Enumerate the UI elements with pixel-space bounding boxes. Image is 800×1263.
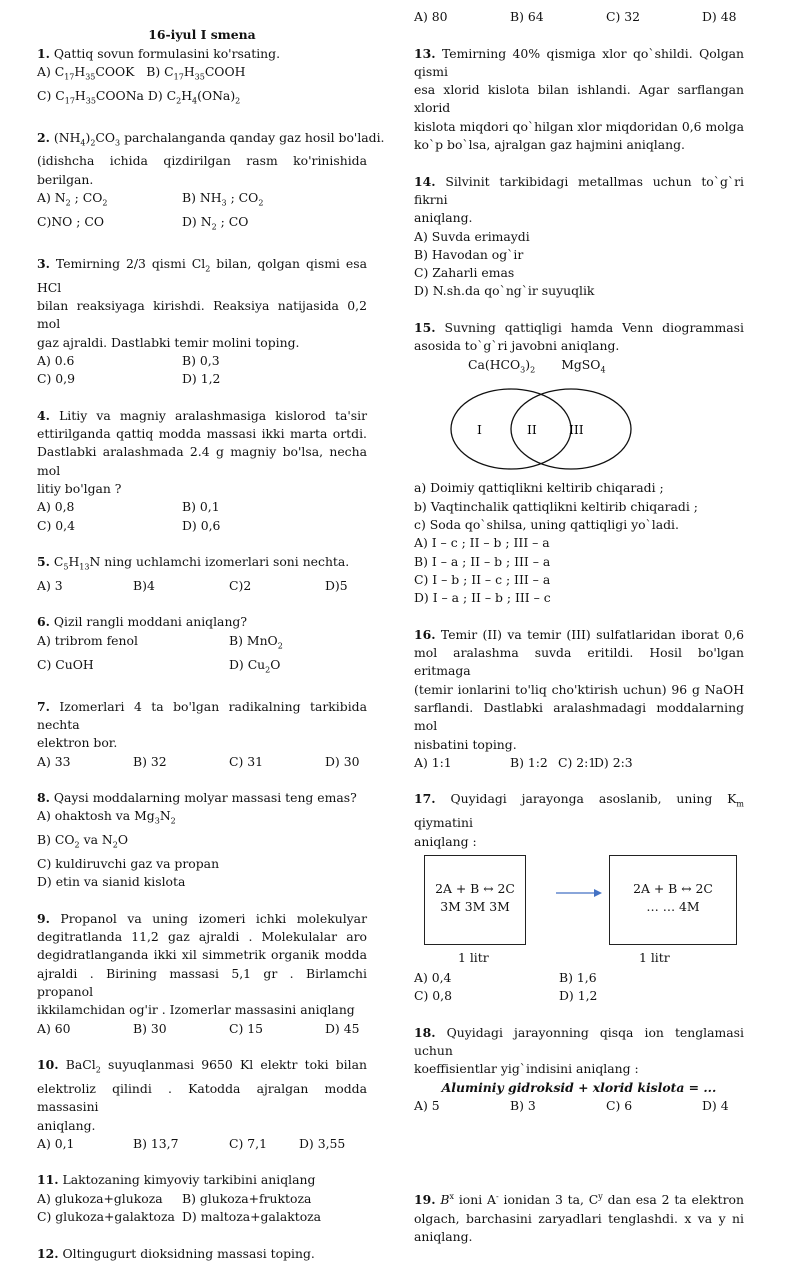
q11-option-d[interactable]: D) maltoza+galaktoza (182, 1209, 322, 1225)
q1-option-d[interactable]: D) $C_2H_4(ONa)_2$ (147, 87, 241, 106)
q6-option-a[interactable]: A) tribrom fenol (37, 632, 138, 648)
question-5: 5. $C_5H_{13}N$ ning uchlamchi izomerlari soni nechta. A) 3 B)4 C)2 D)5 (37, 553, 367, 595)
venn-diagram (414, 379, 744, 479)
q2-option-c[interactable]: C)NO ; CO (37, 213, 105, 229)
q3-option-d[interactable]: D) 1,2 (182, 371, 221, 387)
q5-option-a[interactable]: A) 3 (37, 577, 63, 593)
q5-option-d[interactable]: D)5 (325, 577, 348, 593)
left-column (37, 8, 385, 1263)
venn-region-1: I (477, 422, 482, 438)
q15-option-a[interactable]: A) I – c ; II – b ; III – a (414, 535, 550, 551)
q18-option-b[interactable]: B) 3 (510, 1097, 536, 1113)
q12-option-b[interactable]: B) 64 (510, 9, 544, 24)
q6-option-d[interactable]: D) $Cu_2O$ (229, 656, 281, 675)
q16-option-a[interactable]: A) 1:1 (414, 754, 452, 770)
q15-option-c[interactable]: C) I – b ; II – c ; III – a (414, 571, 551, 587)
q12-option-c[interactable]: C) 32 (606, 9, 641, 24)
q11-option-b[interactable]: B) glukoza+fruktoza (182, 1190, 312, 1206)
q1-option-b[interactable]: B) $C_{17}H_{35}COOH$ (146, 63, 246, 82)
question-12: 12. Oltingugurt dioksidning massasi toping. (37, 1245, 315, 1261)
q7-option-b[interactable]: B) 32 (133, 753, 167, 769)
q12-option-d[interactable]: D) 48 (702, 9, 737, 24)
page-title: 16-iyul I smena (148, 27, 256, 43)
question-8: 8. Qaysi moddalarning molyar massasi teng emas? A) ohaktosh va $Mg_3N_2$ B) $CO_2$ va $N_2O$ C) kuldiruvchi gaz va propan D) etin va sianid kislota (37, 789, 367, 891)
q9-option-c[interactable]: C) 15 (229, 1020, 264, 1036)
question-9: 9. Propanol va uning izomeri ichki molekulyar degitratlandа 11,2 gaz ajraldi . Molekulalar aro degidratlanganda ikki xil simmetrik organik modda ajraldi . Birining massasi 5,1 gr . Birlamchi propanol ikkilamchidan og'ir . Izomerlar massasini aniqlang A) 60 B) 30 C) 15 D) 45 (37, 910, 367, 1038)
q2-option-d[interactable]: D) $N_2$ ; CO (182, 213, 249, 232)
question-18: 18. Quyidagi jarayonning qisqa ion tenglamasi uchun koeffisientlar yig`indisini aniqlang : Aluminiy gidroksid + xlorid kislota = ... A) 5 B) 3 C) 6 D) 4 (414, 1024, 744, 1115)
q2-option-a[interactable]: A) $N_2$ ; $CO_2$ (37, 190, 108, 208)
q8-option-c[interactable]: C) kuldiruvchi gaz va propan (37, 855, 220, 871)
q5-option-c[interactable]: C)2 (229, 577, 252, 593)
q7-option-c[interactable]: C) 31 (229, 753, 264, 769)
q7-option-a[interactable]: A) 33 (37, 753, 71, 769)
q18-option-a[interactable]: A) 5 (414, 1097, 440, 1113)
equilibrium-figure (414, 851, 744, 969)
q9-option-b[interactable]: B) 30 (133, 1020, 167, 1036)
question-3: 3. Temirning 2/3 qismi $Cl_2$ bilan, qolgan qismi esa HCl bilan reaksiyaga kirishdi. Reaksiya natijasida 0,2 mol gaz ajraldi. Dastlabki temir molini toping. A) 0.6 B) 0,3 C) 0,9 D) 1,2 (37, 255, 367, 389)
q11-option-a[interactable]: A) glukoza+glukoza (37, 1190, 163, 1206)
question-1: 1. Qattiq sovun formulasini ko'rsating. A) $C_{17}H_{35}COOK$ B) $C_{17}H_{35}COOH$ C) $C_{17}H_{35}COONa$ D) $C_2H_4(ONa)_2$ (37, 45, 367, 111)
q18-option-d[interactable]: D) 4 (702, 1097, 729, 1113)
question-6: 6. Qizil rangli moddani aniqlang? A) tribrom fenol B) MnO$_2$ C) CuOH D) $Cu_2O$ (37, 613, 367, 679)
q14-option-a[interactable]: A) Suvda erimaydi (414, 228, 530, 244)
venn-region-3: III (569, 422, 584, 438)
q8-option-d[interactable]: D) etin va sianid kislota (37, 874, 186, 890)
question-17: 17. Quyidagi jarayonga asoslanib, uning $K_m$ qiymatini aniqlang : 2A + B ↔ 2C 3M 3M 3M 2A + B ↔ 2C … … 4M 1 litr 1 litr A) 0,4 B) 1,6 C) 0,8 D) 1,2 (414, 790, 744, 1005)
q17-option-c[interactable]: C) 0,8 (414, 988, 452, 1004)
arrow-right-icon (556, 887, 602, 899)
q18-option-c[interactable]: C) 6 (606, 1097, 633, 1113)
q4-option-b[interactable]: B) 0,1 (182, 499, 220, 515)
venn-label-left: $Ca(HCO_3)_2$ (468, 356, 536, 375)
question-19: 19. $B^x$ ioni A- ionidan 3 ta, $C^y$ dan esa 2 ta elektron olgach, barchasini zaryadlari tenglashdi. x va y ni aniqlang. (414, 1192, 744, 1245)
q12-answers (414, 8, 744, 26)
q12-option-a[interactable]: A) 80 (414, 9, 448, 24)
question-16: 16. Temir (II) va temir (III) sulfatlaridan iborat 0,6 mol aralashma suvda eritildi. Hosil bo'lgan eritmaga (temir ionlarini to'liq cho'ktirish uchun) 96 g NaOH sarflandi. Dastlabki aralashmadagi moddalarning mol nisbatini toping. A) 1:1 B) 1:2 C) 2:1 D) 2:3 (414, 626, 744, 772)
volume-label-2: 1 litr (639, 949, 670, 965)
q17-option-d[interactable]: D) 1,2 (559, 988, 598, 1004)
q1-option-c[interactable]: C) $C_{17}H_{35}COONa$ (37, 87, 144, 106)
question-2: 2. $(NH_4)_2CO_3$ parchalanganda qanday gaz hosil bo'ladi. (idishcha ichida qizdirilgan rasm ko'rinishida berilgan. A) $N_2$ ; $CO_2$ B) $NH_3$ ; $CO_2$ C)NO ; CO D) $N_2$ ; CO (37, 129, 367, 237)
question-13: 13. Temirning 40% qismiga xlor qo`shildi. Qolgan qismi esa xlorid kislota bilan ishlandi. Agar sarflangan xlorid kislota miqdori qo`hilgan xlor miqdoridan 0,6 molga ko`p bo`lsa, ajralgan gaz hajmini aniqlang. (414, 45, 744, 153)
q14-option-b[interactable]: B) Havodan og`ir (414, 246, 524, 262)
q16-option-b[interactable]: B) 1:2 (510, 754, 548, 770)
q4-option-a[interactable]: A) 0,8 (37, 499, 75, 515)
q16-option-c[interactable]: C) 2:1 (558, 754, 597, 770)
question-7: 7. Izomerlari 4 ta bo'lgan radikalning tarkibida nechta elektron bor. A) 33 B) 32 C) 31 D) 30 (37, 698, 367, 771)
initial-state-box: 2A + B ↔ 2C 3M 3M 3M (424, 855, 526, 945)
q7-option-d[interactable]: D) 30 (325, 753, 360, 769)
venn-label-right: MgSO$_4$ (561, 356, 606, 375)
q15-option-b[interactable]: B) I – a ; II – b ; III – a (414, 553, 551, 569)
question-11: 11. Laktozaning kimyoviy tarkibini aniqlang A) glukoza+glukoza B) glukoza+fruktoza C) glukoza+galaktoza D) maltoza+galaktoza (37, 1171, 367, 1226)
q9-option-d[interactable]: D) 45 (325, 1020, 360, 1036)
right-column (414, 8, 744, 1246)
question-10: 10. BaCl$_2$ suyuqlanmasi 9650 Kl elektr toki bilan elektroliz qilindi . Katodda ajralgan modda massasini aniqlang. A) 0,1 B) 13,7 C) 7,1 D) 3,55 (37, 1056, 367, 1153)
q4-option-d[interactable]: D) 0,6 (182, 517, 221, 533)
q10-option-a[interactable]: A) 0,1 (37, 1135, 75, 1151)
q18-equation: Aluminiy gidroksid + xlorid kislota = ... (441, 1079, 717, 1095)
q3-option-b[interactable]: B) 0,3 (182, 352, 220, 368)
q9-option-a[interactable]: A) 60 (37, 1020, 71, 1036)
q15-option-d[interactable]: D) I – a ; II – b ; III – c (414, 590, 551, 606)
q17-option-b[interactable]: B) 1,6 (559, 969, 597, 985)
q4-option-c[interactable]: C) 0,4 (37, 517, 75, 533)
q3-option-c[interactable]: C) 0,9 (37, 371, 75, 387)
q10-option-b[interactable]: B) 13,7 (133, 1135, 179, 1151)
q10-option-d[interactable]: D) 3,55 (299, 1135, 346, 1151)
venn-region-2: II (527, 422, 537, 438)
q8-option-b[interactable]: B) $CO_2$ va $N_2O$ (37, 832, 128, 850)
question-15: 15. Suvning qattiqligi hamda Venn diogrammasi asosida to`g`ri javobni aniqlang. $Ca(HCO_3)_2$ MgSO$_4$ I II III a) Doimiy qattiqlikni keltirib chiqaradi ; b) Vaqtinchalik qattiqlikni keltirib chiqaradi ; c) Soda qo`shilsa, uning qattiqligi yo`ladi. A) I – c ; II – b ; III – a B) I – a ; II – b ; III – a C) I – b ; II – c ; III – a D) I – a ; II – b ; III – c (414, 319, 744, 607)
q2-option-b[interactable]: B) $NH_3$ ; $CO_2$ (182, 190, 264, 208)
q14-option-d[interactable]: D) N.sh.da qo`ng`ir suyuqlik (414, 283, 595, 299)
q1-option-a[interactable]: A) $C_{17}H_{35}COOK$ (37, 63, 135, 82)
q10-option-c[interactable]: C) 7,1 (229, 1135, 267, 1151)
q5-option-b[interactable]: B)4 (133, 577, 155, 593)
q16-option-d[interactable]: D) 2:3 (594, 754, 633, 770)
q6-option-c[interactable]: C) CuOH (37, 656, 94, 672)
q14-option-c[interactable]: C) Zaharli emas (414, 265, 515, 281)
volume-label-1: 1 litr (458, 949, 489, 965)
q8-option-a[interactable]: A) ohaktosh va $Mg_3N_2$ (37, 808, 176, 826)
q6-option-b[interactable]: B) MnO$_2$ (229, 632, 283, 651)
question-14: 14. Silvinit tarkibidagi metallmas uchun to`g`ri fikrni aniqlang. A) Suvda erimaydi B) Havodan og`ir C) Zaharli emas D) N.sh.da qo`ng`ir suyuqlik (414, 173, 744, 301)
q11-option-c[interactable]: C) glukoza+galaktoza (37, 1209, 175, 1225)
q3-option-a[interactable]: A) 0.6 (37, 352, 75, 368)
question-4: 4. Litiy va magniy aralashmasiga kislorod ta'sir ettirilganda qattiq modda massasi ikki marta ortdi. Dastlabki aralashmada 2.4 g magniy bo'lsa, necha mol litiy bo'lgan ? A) 0,8 B) 0,1 C) 0,4 D) 0,6 (37, 407, 367, 535)
equilibrium-state-box: 2A + B ↔ 2C … … 4M (609, 855, 737, 945)
q17-option-a[interactable]: A) 0,4 (414, 969, 452, 985)
